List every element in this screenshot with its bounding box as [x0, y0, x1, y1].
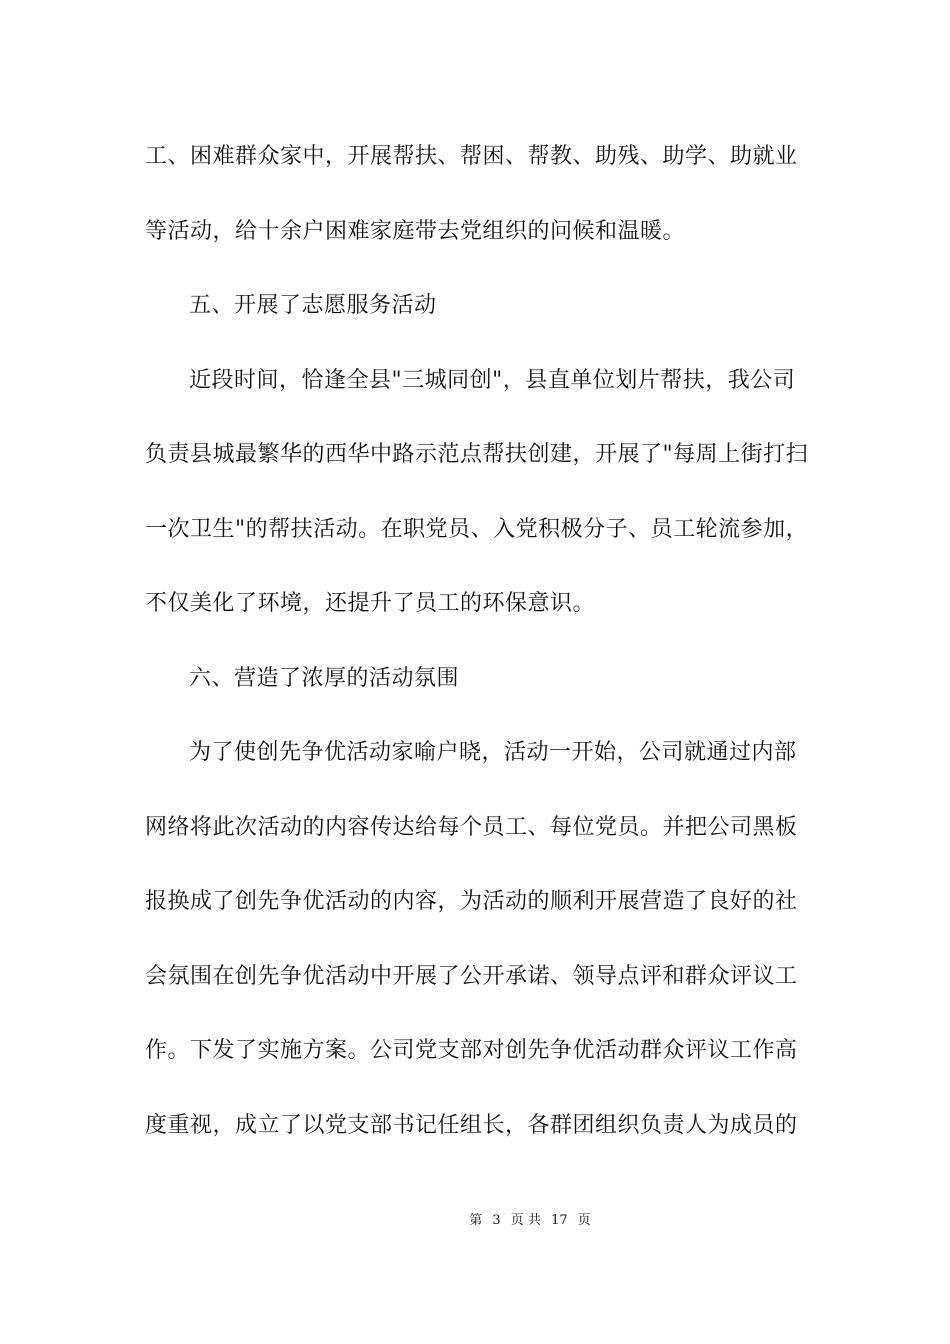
paragraph-line: 报换成了创先争优活动的内容，为活动的顺利开展营造了良好的社 — [145, 889, 798, 914]
paragraph-line: 一次卫生"的帮扶活动。在职党员、入党积极分子、员工轮流参加， — [145, 516, 809, 542]
page-footer — [0, 1209, 950, 1228]
paragraph-line: 不仅美化了环境，还提升了员工的环保意识。 — [145, 591, 596, 616]
paragraph-line: 等活动，给十余户困难家庭带去党组织的问候和温暖。 — [145, 218, 686, 244]
footer-prefix: 第 — [469, 1213, 483, 1228]
footer-total-pages: 17 — [551, 1213, 568, 1228]
footer-suffix: 页 — [577, 1213, 591, 1228]
paragraph-line: 工、困难群众家中，开展帮扶、帮困、帮教、助残、助学、助就业 — [145, 144, 798, 169]
document-body — [145, 133, 807, 1176]
paragraph-line: 作。下发了实施方案。公司党支部对创先争优活动群众评议工作高 — [145, 1038, 798, 1063]
paragraph-line: 近段时间，恰逢全县"三城同创"，县直单位划片帮扶，我公司 — [189, 367, 796, 393]
paragraph-line: 会氛围在创先争优活动中开展了公开承诺、领导点评和群众评议工 — [145, 963, 798, 989]
footer-current-page: 3 — [492, 1213, 501, 1228]
footer-middle: 页 共 — [510, 1213, 541, 1228]
paragraph-line: 负责县城最繁华的西华中路示范点帮扶创建，开展了"每周上街打扫 — [145, 442, 809, 467]
section-heading: 六、营造了浓厚的活动氛围 — [189, 665, 460, 691]
paragraph-line: 网络将此次活动的内容传达给每个员工、每位党员。并把公司黑板 — [145, 814, 798, 840]
paragraph-line: 为了使创先争优活动家喻户晓，活动一开始，公司就通过内部 — [189, 740, 797, 765]
paragraph-line: 度重视，成立了以党支部书记任组长，各群团组织负责人为成员的 — [145, 1112, 798, 1138]
section-heading: 五、开展了志愿服务活动 — [189, 293, 437, 318]
